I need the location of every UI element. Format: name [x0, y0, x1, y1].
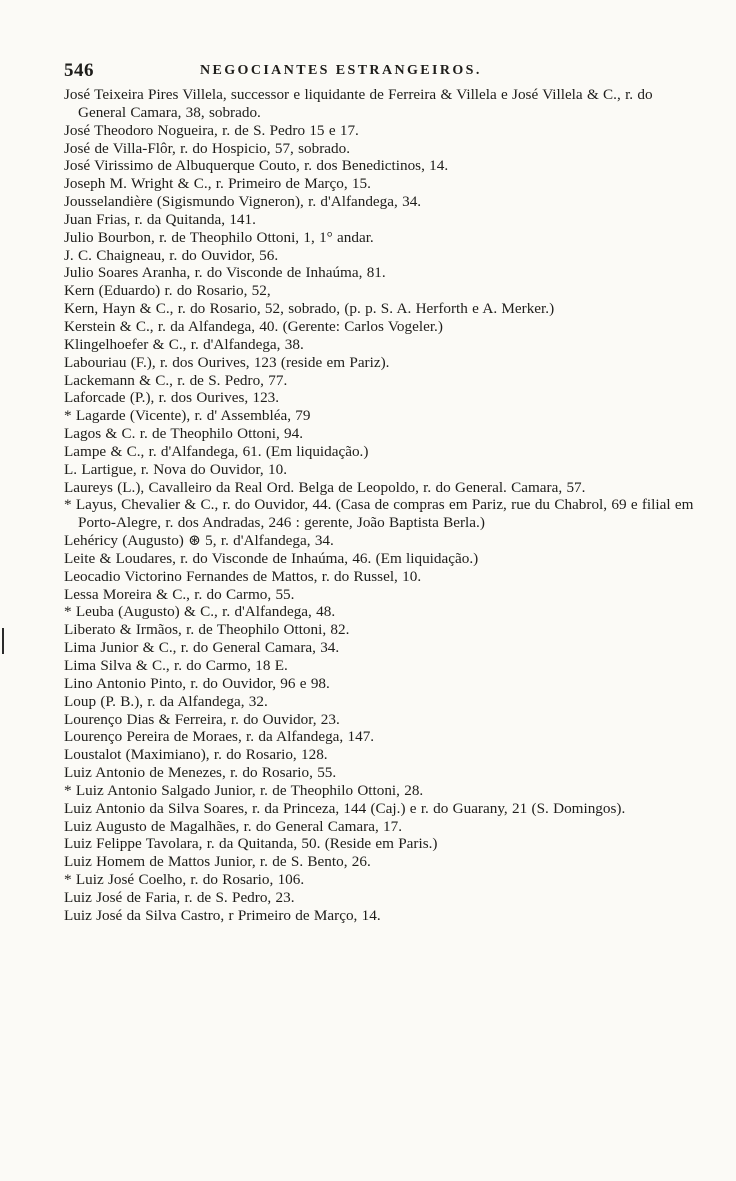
directory-entry: Kern, Hayn & C., r. do Rosario, 52, sobrado, (p. p. S. A. Herforth e A. Merker.): [64, 300, 555, 318]
directory-entry: Lehéricy (Augusto) ⊛ 5, r. d'Alfandega, 34.: [64, 532, 334, 550]
directory-entry: Luiz Antonio da Silva Soares, r. da Princeza, 144 (Caj.) e r. do Guarany, 21 (S. Domingos).: [64, 799, 626, 817]
directory-entry: * Layus, Chevalier & C., r. do Ouvidor, 44. (Casa de compras em Pariz, rue du Chabrol, 69 e filial em Porto-Alegre, r. dos Andradas, 246 : gerente, João Baptista Berla.): [64, 496, 694, 532]
page-header: [64, 60, 694, 82]
directory-entry: Lessa Moreira & C., r. do Carmo, 55.: [64, 585, 295, 603]
directory-entry: Jousselandière (Sigismundo Vigneron), r. d'Alfandega, 34.: [64, 193, 422, 211]
directory-entry: Laureys (L.), Cavalleiro da Real Ord. Belga de Leopoldo, r. do General. Camara, 57.: [64, 478, 586, 496]
directory-entry: * Luiz José Coelho, r. do Rosario, 106.: [64, 871, 305, 889]
directory-entry: Luiz José de Faria, r. de S. Pedro, 23.: [64, 888, 295, 906]
directory-entry: Luiz Felippe Tavolara, r. da Quitanda, 50. (Reside em Paris.): [64, 835, 438, 853]
directory-entry: * Luiz Antonio Salgado Junior, r. de Theophilo Ottoni, 28.: [64, 781, 424, 799]
directory-entry: Lino Antonio Pinto, r. do Ouvidor, 96 e 98.: [64, 674, 330, 692]
directory-entry: Joseph M. Wright & C., r. Primeiro de Março, 15.: [64, 175, 371, 193]
directory-entry: Lima Junior & C., r. do General Camara, 34.: [64, 639, 340, 657]
directory-entry: Lampe & C., r. d'Alfandega, 61. (Em liquidação.): [64, 442, 369, 460]
directory-entry: Kerstein & C., r. da Alfandega, 40. (Gerente: Carlos Vogeler.): [64, 317, 443, 335]
directory-entry: Julio Bourbon, r. de Theophilo Ottoni, 1, 1° andar.: [64, 228, 374, 246]
page-number: 546: [64, 60, 94, 81]
directory-entry: Liberato & Irmãos, r. de Theophilo Ottoni, 82.: [64, 621, 350, 639]
directory-entry: * Leuba (Augusto) & C., r. d'Alfandega, 48.: [64, 603, 336, 621]
directory-entry: Lagos & C. r. de Theophilo Ottoni, 94.: [64, 425, 304, 443]
directory-entry: Lima Silva & C., r. do Carmo, 18 E.: [64, 657, 288, 674]
directory-entry: Kern (Eduardo) r. do Rosario, 52,: [64, 282, 271, 300]
directory-entry: José Teixeira Pires Villela, successor e liquidante de Ferreira & Villela e José Villela & C., r. do General Camara, 38, sobrado.: [64, 86, 653, 121]
directory-entry: Luiz Antonio de Menezes, r. do Rosario, 55.: [64, 764, 337, 782]
directory-entries: [64, 86, 696, 925]
directory-entry: Loup (P. B.), r. da Alfandega, 32.: [64, 692, 268, 710]
directory-entry: Klingelhoefer & C., r. d'Alfandega, 38.: [64, 335, 304, 353]
directory-entry: Leite & Loudares, r. do Visconde de Inhaúma, 46. (Em liquidação.): [64, 549, 479, 567]
directory-entry: Lourenço Dias & Ferreira, r. do Ouvidor, 23.: [64, 710, 340, 728]
directory-entry: * Lagarde (Vicente), r. d' Assembléa, 79: [64, 407, 311, 425]
directory-entry: Juan Frias, r. da Quitanda, 141.: [64, 210, 256, 228]
directory-entry: Julio Soares Aranha, r. do Visconde de Inhaúma, 81.: [64, 264, 386, 282]
directory-entry: Lourenço Pereira de Moraes, r. da Alfandega, 147.: [64, 728, 375, 746]
directory-entry: Labouriau (F.), r. dos Ourives, 123 (reside em Pariz).: [64, 353, 390, 371]
directory-entry: Luiz Homem de Mattos Junior, r. de S. Bento, 26.: [64, 853, 371, 871]
directory-entry: José Theodoro Nogueira, r. de S. Pedro 15 e 17.: [64, 121, 359, 139]
directory-entry: J. C. Chaigneau, r. do Ouvidor, 56.: [64, 246, 279, 264]
directory-entry: Leocadio Victorino Fernandes de Mattos, r. do Russel, 10.: [64, 567, 422, 585]
directory-entry: Luiz José da Silva Castro, r Primeiro de Março, 14.: [64, 906, 381, 924]
directory-entry: Laforcade (P.), r. dos Ourives, 123.: [64, 389, 280, 407]
directory-entry: Luiz Augusto de Magalhães, r. do General Camara, 17.: [64, 817, 403, 835]
directory-entry: Lackemann & C., r. de S. Pedro, 77.: [64, 371, 288, 389]
directory-entry: L. Lartigue, r. Nova do Ouvidor, 10.: [64, 460, 287, 478]
margin-mark: [2, 628, 4, 654]
directory-entry: José de Villa-Flôr, r. do Hospicio, 57, sobrado.: [64, 139, 351, 157]
running-head: NEGOCIANTES ESTRANGEIROS.: [200, 63, 482, 78]
directory-entry: José Virissimo de Albuquerque Couto, r. dos Benedictinos, 14.: [64, 157, 449, 175]
directory-entry: Loustalot (Maximiano), r. do Rosario, 128.: [64, 746, 328, 764]
